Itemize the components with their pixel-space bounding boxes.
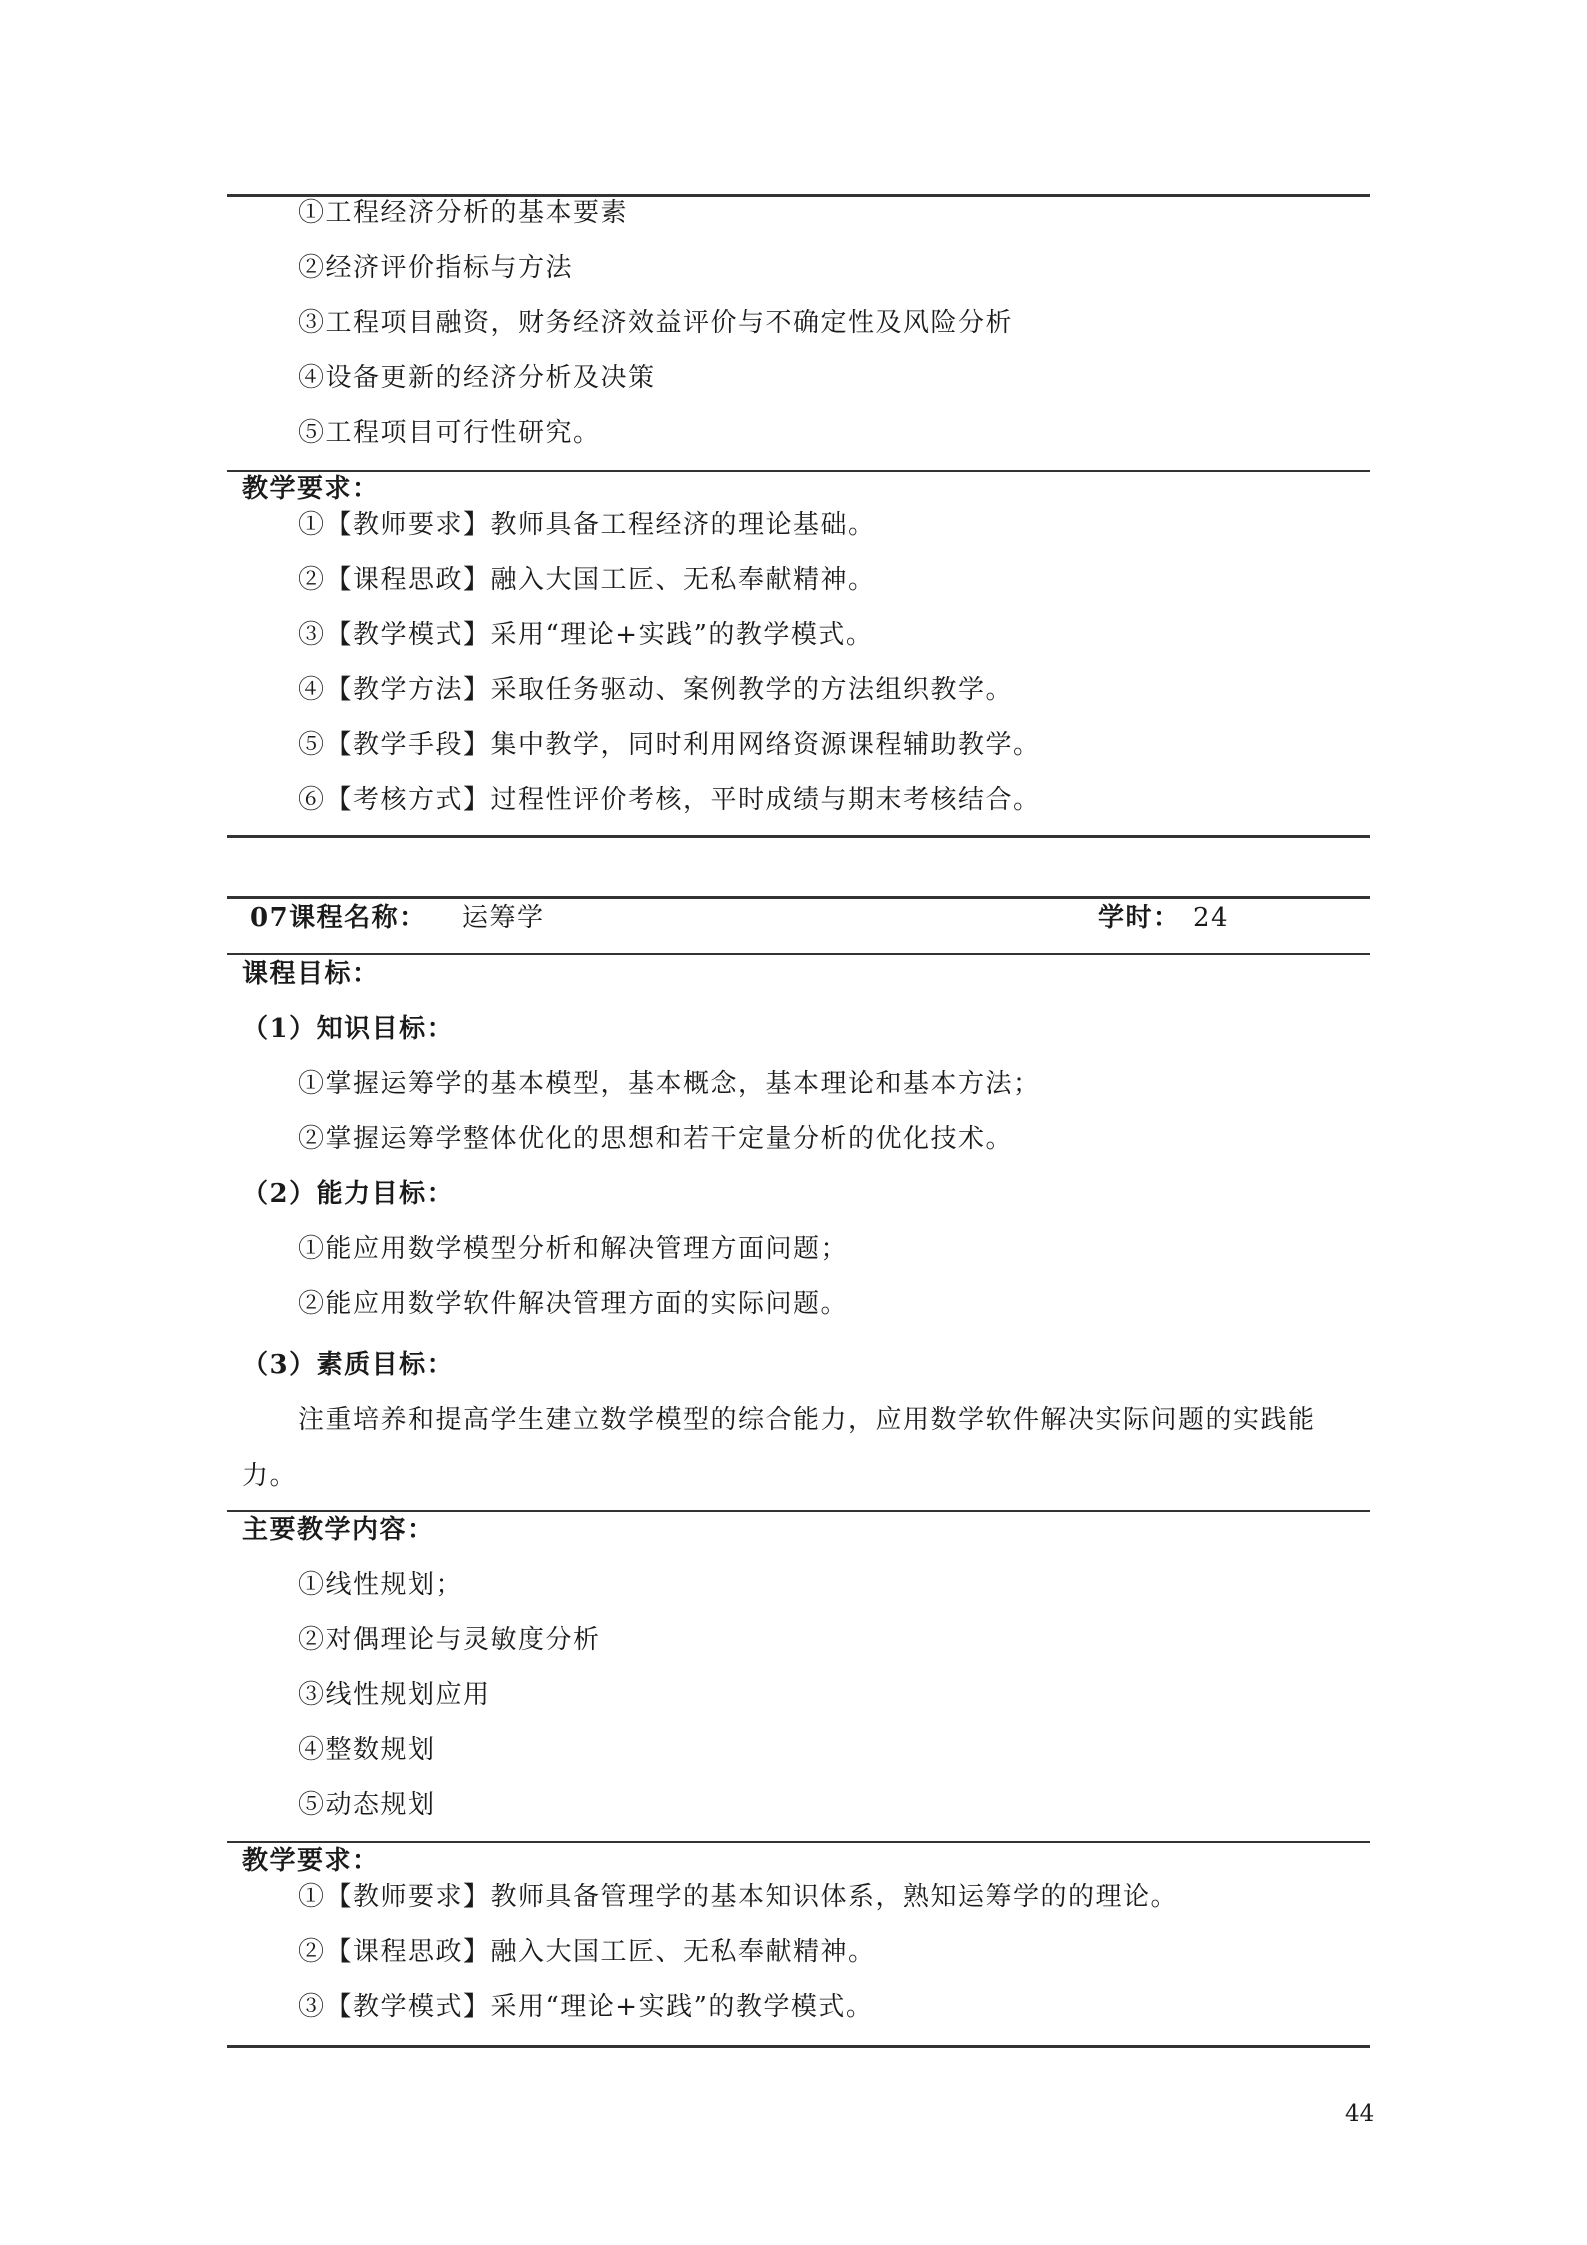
content-heading: 主要教学内容： bbox=[242, 1515, 435, 1545]
section-divider bbox=[227, 1841, 1370, 1843]
table-bottom-rule bbox=[227, 835, 1370, 838]
content-item: ⑤动态规划 bbox=[298, 1790, 436, 1820]
quality-text: 注重培养和提高学生建立数学模型的综合能力，应用数学软件解决实际问题的实践能 bbox=[298, 1405, 1316, 1435]
knowledge-item: ②掌握运筹学整体优化的思想和若干定量分析的优化技术。 bbox=[298, 1124, 1014, 1154]
requirement-item: ①【教师要求】教师具备工程经济的理论基础。 bbox=[298, 510, 876, 540]
requirement-item: ③【教学模式】采用“理论+实践”的教学模式。 bbox=[298, 1992, 874, 2022]
requirements-heading: 教学要求： bbox=[242, 474, 380, 504]
requirement-item: ②【课程思政】融入大国工匠、无私奉献精神。 bbox=[298, 565, 876, 595]
content-item: ④整数规划 bbox=[298, 1735, 436, 1765]
content-item: ①工程经济分析的基本要素 bbox=[298, 198, 629, 228]
hours-label: 学时： bbox=[1098, 903, 1181, 933]
section-divider bbox=[227, 1510, 1370, 1512]
content-item: ①线性规划； bbox=[298, 1570, 464, 1600]
content-item: ②对偶理论与灵敏度分析 bbox=[298, 1625, 601, 1655]
table-bottom-rule bbox=[227, 2045, 1370, 2048]
requirement-item: ⑤【教学手段】集中教学，同时利用网络资源课程辅助教学。 bbox=[298, 730, 1041, 760]
course-name: 运筹学 bbox=[462, 903, 545, 933]
requirement-item: ②【课程思政】融入大国工匠、无私奉献精神。 bbox=[298, 1937, 876, 1967]
knowledge-item: ①掌握运筹学的基本模型，基本概念，基本理论和基本方法； bbox=[298, 1069, 1041, 1099]
content-item: ③线性规划应用 bbox=[298, 1680, 491, 1710]
course-name-label: 07课程名称： bbox=[250, 903, 427, 933]
knowledge-heading: （1）知识目标： bbox=[242, 1014, 455, 1044]
requirements-heading: 教学要求： bbox=[242, 1846, 380, 1876]
ability-item: ②能应用数学软件解决管理方面的实际问题。 bbox=[298, 1289, 849, 1319]
content-item: ④设备更新的经济分析及决策 bbox=[298, 363, 656, 393]
content-item: ③工程项目融资，财务经济效益评价与不确定性及风险分析 bbox=[298, 308, 1014, 338]
ability-heading: （2）能力目标： bbox=[242, 1179, 455, 1209]
requirement-item: ③【教学模式】采用“理论+实践”的教学模式。 bbox=[298, 620, 874, 650]
quality-text-cont: 力。 bbox=[242, 1461, 298, 1491]
ability-item: ①能应用数学模型分析和解决管理方面问题； bbox=[298, 1234, 849, 1264]
page-number: 44 bbox=[1345, 2101, 1375, 2127]
requirement-item: ④【教学方法】采取任务驱动、案例教学的方法组织教学。 bbox=[298, 675, 1014, 705]
content-item: ②经济评价指标与方法 bbox=[298, 253, 574, 283]
quality-heading: （3）素质目标： bbox=[242, 1350, 455, 1380]
requirement-item: ①【教师要求】教师具备管理学的基本知识体系，熟知运筹学的的理论。 bbox=[298, 1882, 1179, 1912]
hours-value: 24 bbox=[1193, 903, 1230, 933]
requirement-item: ⑥【考核方式】过程性评价考核，平时成绩与期末考核结合。 bbox=[298, 785, 1041, 815]
content-item: ⑤工程项目可行性研究。 bbox=[298, 418, 601, 448]
table-top-rule bbox=[227, 896, 1370, 899]
objectives-heading: 课程目标： bbox=[242, 959, 380, 989]
section-divider bbox=[227, 953, 1370, 955]
section-divider bbox=[227, 470, 1370, 472]
